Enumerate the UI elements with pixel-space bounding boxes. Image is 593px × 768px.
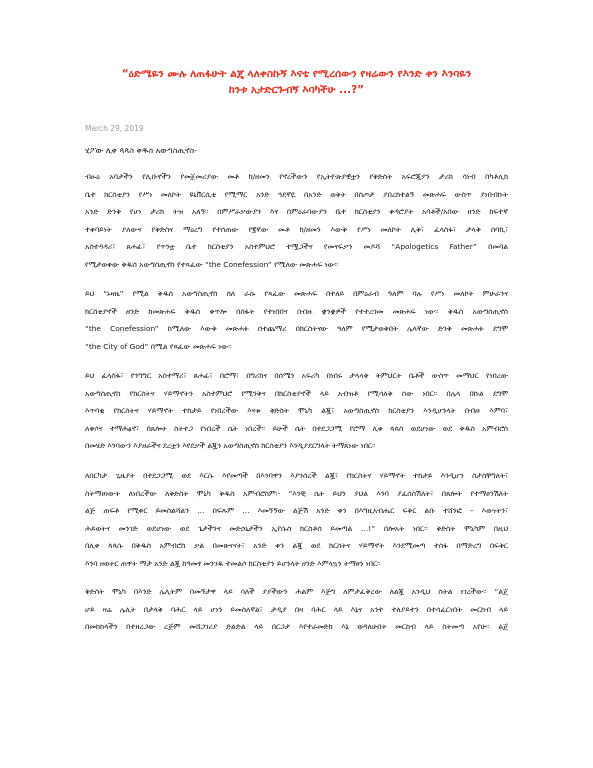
paragraph-line: “the City of God” በሚል የጻፈው መጽሐፍ ነው፡፡ bbox=[85, 341, 232, 351]
paragraph-line: ለቅሶና ተማሕፅኖ፣ በጸሎት ስትተጋ የነበረች ሴት ነበረች፡፡ ይሁች ሴት በተደጋጋሚ የሮማ ሊቀ ጳጳስ ወደሆነው ወደ ቅዱስ አምብሮስ bbox=[85, 423, 508, 433]
paragraph-line: ቤተ ክርስቲያን የሥነ መለኮት ዩኒቨርሲቲ የሚማር አንድ ጓደኛዬ በአንድ ወቅት በስጦታ ያበረከተልኝ መጽሐፍ ውስጥ ያነበብኩት bbox=[85, 189, 508, 199]
paragraph-3 bbox=[85, 367, 508, 455]
paragraph-line: በሊቀ ጳጳሱ በቅዱስ አምብሮስ ቃል በመጽናናት፣ አንድ ቀን ልጇ ወደ ክርስትና ሃይማኖት እንደሚመጣ ተስፋ በማድረግ በፍቅር bbox=[85, 541, 508, 550]
paragraph-line: በመሄድ እንባውን እያዘራችና ደረቷን እየደቃች ልጇን አውግስጢኖስ ክርስቲያን እንዲያደርግላት ትማጸነው ነበር፡፡ bbox=[85, 441, 376, 450]
post-date: March 29, 2019 bbox=[85, 124, 144, 133]
paragraph-line: ለበርካታ ጊዜያት በተደጋጋሚ ወደ እርሱ እየመጣች በእንባዋን እያንሰረች ልጇ፣ የክርስትና ሃይማኖት ተከታይ እንዲሆን ስታስቸግለት፣ bbox=[85, 471, 508, 480]
paragraph-line: እንባ ዘወትር ጠዋት ማታ አንድ ልጇ ከዓመፃ መንገዱ ተመልሶ ክርስቲያን ይሆንላት ዘንድ እምላኳን ትማፀን ነበር፡፡ bbox=[85, 558, 381, 568]
paragraph-line: ስትማፀነውት ለነበረችው ለቅድስት ሞኒካ ቅዱስ አምብሮስም፡- “እንቺ ሴት ይህን ያህል እንባ ያፈሰስሽለት፣ በጸሎት የተማፀንሽለት bbox=[85, 488, 508, 498]
paragraph-line: “the Conefession” ከሚለው እውቅ መጽሐፉ በተጨማሪ በክርስትናው ዓለም የሚታወቅበት ሌላኛው ድንቅ መጽሐፉ ደግሞ bbox=[85, 324, 508, 333]
title-line-1: “ዕድሜዬን ሙሉ ለጠፋሁት ልጄ ላለቀስኩኝ እናቴ የሚረሰውን የዛሬውን የእንድ ቀን እንባዬን bbox=[121, 68, 472, 80]
paragraph-line: ይህ ፈላስፋ፣ የንግግር አስተማሪ፣ ጸሐፊ፣ በሮማ፣ በግሪክና በሰሜን አፍሪካ በነበሩ ታላላቅ ትምህርት ቤቶች ውስጥ መማህር የነበረው bbox=[85, 371, 508, 380]
paragraph-line: ቅድስት ሞኒካ በእንድ ሌሊትም በመኝታዋ ላይ ሳለች ያያችውን ሕልም እጅግ ለምታፈቅረው ለልጇ አንዲህ ስትል ነገረችው፡፡ “ልጄ bbox=[85, 587, 508, 596]
paragraph-2 bbox=[85, 285, 508, 355]
paragraph-line: ተቀባይነት ያለውና የቅድስና ማዕረግ የተሰጠው የ፪ኛው መቶ ክ/ዘመን እውቅ የሥነ መለኮት ሊቅ፣ ፈላስፋ፣ ታላቅ ሰባኪ፣ bbox=[85, 224, 508, 234]
paragraph-line: ብፁዕ አባታችን የሊቡኖችን የመጀመሪያው መቶ ክ/ዘመን የኖረችውን የኢትዮጵያዊቷን የቅድስት አፍሮጂያን ታሪክ ሳነብ በካቶሊክ bbox=[85, 172, 508, 181]
paragraph-5 bbox=[85, 583, 508, 636]
greeting: ሂፖው ሊቀ ጳጳስ ቅዱስ አውግስጢኖስ- bbox=[85, 146, 197, 155]
paragraph-line: ልጅ ጠፍቶ የሚቀር ይመስልሻልን … በፍጹም … እመኝኝው ልጅሽ አንድ ቀን በእግዚአብሔር ፍቅር ልቡ ተሸንፎ – እውነትን፣ bbox=[85, 506, 508, 515]
title-line-2: ከንቱ አታድርጉብኝ እባካችሁ ...?” bbox=[228, 84, 365, 96]
paragraph-line: የሚታወቀው ቅዱስ አውግስጢኖስ የተጻፈው “the Conefession” የሚለው መጽሐፍ ነው፡፡ bbox=[85, 259, 339, 269]
paragraph-line: ሆይ ዛሬ ሌሊት በታላቅ ባሕር ላይ ሆነን ይመስለኛል፣ ታዲያ በዛ ባሕር ላይ እኔና አንተ ተለያይተን በተሳፈርነበት መርከብ ላይ bbox=[85, 604, 508, 614]
paragraph-line: አንድ ድንቅ የሆነ ታሪክ ትዝ አለኝ፡፡ በምሥራቃውያን እና በምዕራባውያን ቤተ ክርስቲያን ቀዳሮያት አባቶች/አበው ዘንድ ከፍተኛ bbox=[85, 207, 508, 216]
paragraph-line: አስተዳዳሪ፣ ጸሐፊ፣ የጥንቷ ቤተ ክርስቲያን አስተምህሮ ተሟጋችና የመናፍቃን መዶሻ “Apologetics Father” በመባል bbox=[85, 242, 508, 251]
paragraph-4 bbox=[85, 467, 508, 572]
paragraph-line: ክርስቲያኖች ዘንድ ከመጽሐፍ ቅዱስ ቀጥሎ በስፋት የተነበበና በብዙ ቋንቋዎች የተተረጎመ መጽሐፍ ነው፡፡ ቅዱስ አውግስጢኖስ bbox=[85, 306, 508, 316]
paragraph-line: ሕይወትና መንገድ ወደሆነው ወደ ጌታችንና መድኃኒታችን ኢየሱስ ክርስቶስ ይመጣል …!” በሎአት ነበር፡፡ ቅድስት ሞኒካም በዚህ bbox=[85, 523, 508, 533]
paragraph-line: እጥባቂ የክርስትና ሃይማኖት ተከታይ የነበረችው እናቱ ቅድስት ሞኒካ ልጇ፣ አውግስጢኖስ ክርስቲያን እንዲሆንላት በብዙ እምባ፣ bbox=[85, 406, 508, 415]
paragraph-1 bbox=[85, 168, 508, 273]
paragraph-line: አውግስጢኖስ የክርስትና ሃይማኖትን አስተምህሮ የሚንቅና በክርስቲያኖች ላይ አብዝቶ የሚሳለቅ ሰው ነበር፡፡ በሌላ በኩል ደግሞ bbox=[85, 388, 508, 398]
paragraph-line: ይህ “ኑዛዜ” የሚል ቅዱስ አውግስጢኖስ ስለ ራሱ የጻፈው መጽሐፍ በተለይ በምዕራብ ዓለም ባሉ የሥነ መለኮት ምሁራንና bbox=[85, 289, 508, 298]
paragraph-line: በመከከላችን በተዘረጋው ረጅም መሸጋገሪያ ድልድል ላይ በርጋታ እየተራመድክ እኔ ወዳለሁበት መርከብ ላይ ስትመጣ አየሁ፡፡ ልጄ bbox=[85, 622, 508, 631]
document-title bbox=[40, 66, 553, 98]
